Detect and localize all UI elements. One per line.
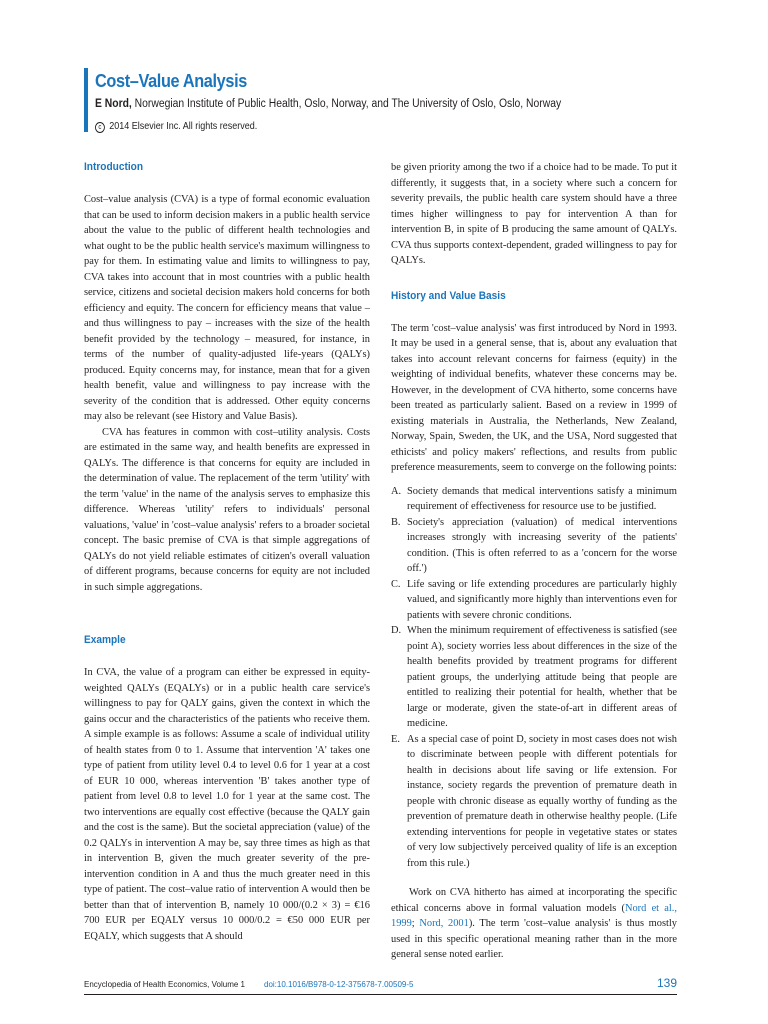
copyright-line: [95, 121, 257, 133]
footer-rule: [84, 994, 677, 995]
list-item-marker: D.: [391, 625, 402, 636]
section-heading-example: Example: [84, 634, 126, 646]
reference-separator: ;: [411, 918, 420, 929]
list-item-text: Life saving or life extending procedures are particularly highly valued, and significantly more highly than interventions even for patients with severe chronic conditions.: [407, 578, 677, 621]
author-name: E Nord,: [95, 98, 132, 110]
copyright-icon: c: [95, 122, 105, 133]
list-item-text: Society demands that medical interventions satisfy a minimum requirement of effectiveness for resource use to be justified.: [407, 485, 677, 512]
list-item-marker: B.: [391, 516, 401, 528]
list-item: [391, 515, 677, 577]
history-closing-paragraph: [391, 885, 677, 963]
section-heading-introduction: Introduction: [84, 161, 144, 173]
reference-link-nord-2001[interactable]: Nord, 2001: [419, 918, 469, 929]
intro-paragraph-2: CVA has features in common with cost–utility analysis. Costs are estimated in the same way, and health benefits are expressed in QALYs. The difference is that concerns for equity are included in the determination of value. The replacement of the term 'utility' with the term 'value' in the name of the analysis serves to emphasize this difference. Whereas 'utility' refers to individuals' personal valuations, 'value' in 'cost–value analysis' refers to a broader societal concept. The basic premise of CVA is that simple aggregations of QALYs do not yield reliable estimates of citizen's overall valuation of different programs, because concerns for equity are not included in such simple aggregations.: [84, 426, 370, 593]
author-affiliation: Norwegian Institute of Public Health, Oslo, Norway, and The University of Oslo, Oslo, Norway: [131, 98, 562, 110]
list-item-text: As a special case of point D, society in most cases does not wish to discriminate between people with different potentials for health in decisions about life saving or life extension. For instance, society regards the prevention of premature death in people with chronic disease as equally worthy of funding as the prevention of premature death in otherwise healthy people. (Life extending interventions for people in vegetative states or states of very low subjectively perceived quality of life is an exception from this rule.): [407, 733, 677, 869]
list-item: [391, 484, 677, 515]
example-paragraph-1: In CVA, the value of a program can either be expressed in equity-weighted QALYs (EQALYs) or in a public health care service's willingness to pay for QALY gains, given the context in which the gains occur and the characteristics of the patients who receive them. A simple example is as follows: Assume a scale of individual utility of health states from 0 to 1. Assume that intervention 'A' takes one type of patient from utility level 0.4 to level 0.6 for 1 year at a cost of EUR 10 000, whereas intervention 'B' takes another type of patient from level 0.8 to level 1.0 for 1 year at the same cost. The two interventions are equally cost effective (because the QALY gain and the cost is the same). But the societal appreciation (value) of the 0.2 QALYs in intervention A may be, say three times as high as that in intervention B, given the much greater severity of the pre-intervention condition in A and thus the much greater need in this type of patient. The cost–value ratio of intervention A would then be better than that of intervention B, namely 10 000/(0.2 × 3) = €16 700 EUR per EQALY versus 10 000/0.2 = €50 000 EUR per EQALY, which suggests that A should: [84, 667, 370, 942]
history-paragraph-1: The term 'cost–value analysis' was first introduced by Nord in 1993. It may be used in a general sense, that is, about any evaluation that takes into account relevant concerns for fairness (equity) in the weighting of individual benefits, whatever these concerns may be. However, in the development of CVA hitherto, some concerns have been treated as particularly salient. Based on a review in 1999 of existing materials in Australia, the Netherlands, New Zealand, Norway, Spain, Sweden, the UK, and the USA, Nord suggested that ethicists' and policy makers' reflections, and results from public preference measurements, seem to converge on the following points:: [391, 322, 677, 473]
header-accent-bar: [84, 68, 88, 132]
example-paragraph-continued: be given priority among the two if a choice had to be made. To put it differently, it suggests that, in a society where such a concern for severity prevails, the public health care system should have a three times higher willingness to pay for intervention A than for intervention B, in spite of B producing the same amount of QALYs. CVA thus supports context-dependent, graded willingness to pay for QALYs.: [391, 162, 677, 266]
section-heading-history: History and Value Basis: [391, 289, 506, 302]
list-item-marker: E.: [391, 733, 400, 745]
list-item-marker: C.: [391, 578, 401, 590]
value-points-list: [391, 484, 677, 872]
closing-text-a: Work on CVA hitherto has aimed at incorporating the specific ethical concerns above in formal valuation models (: [391, 887, 677, 914]
article-title: Cost–Value Analysis: [95, 70, 247, 91]
footer-doi-link[interactable]: doi:10.1016/B978-0-12-375678-7.00509-5: [264, 980, 414, 989]
intro-paragraph-1: Cost–value analysis (CVA) is a type of formal economic evaluation that can be used to inform decision makers in a public health service about the value to the public of different health technologies and what ought to be the public health service's maximum willingness to pay for them. In estimating value and limits to willingness to pay, CVA takes into account that in most countries with a public health service, citizens and societal decision makers hold concerns for both efficiency and equity. The concern for efficiency means that value – and thus willingness to pay – increases with the size of the health benefit provided by the technology – measured, for instance, in terms of the number of quality-adjusted life-years (QALYs) produced. Equity concerns may, for instance, mean that for a given health benefit, value and willingness to pay increase with the severity of the condition that is addressed. Other equity concerns may also be relevant (see History and Value Basis).: [84, 194, 370, 422]
list-item-marker: A.: [391, 485, 402, 497]
reference-link-nord-1999[interactable]: Nord et al., 1999: [391, 902, 677, 929]
author-line: [95, 98, 561, 110]
left-column: [84, 160, 370, 944]
closing-text-b: ). The term 'cost–value analysis' is thus mostly used in this specific operational meaning rather than in the more general sense noted earlier.: [391, 918, 677, 960]
page-number: 139: [656, 976, 677, 990]
list-item-text: When the minimum requirement of effectiveness is satisfied (see point A), society worries less about differences in the size of the health benefits provided by treatment programs for different patient groups, the underlying attitude being that people are entitled to realizing their potential for health, whether that be large or moderate, given the state-of-art in different areas of medicine.: [407, 625, 677, 729]
list-item: [391, 577, 677, 624]
list-item-text: Society's appreciation (valuation) of medical interventions increases strongly with increasing severity of the patients' condition. (This is often referred to as a 'concern for the worse off.'): [407, 516, 677, 574]
list-item: [391, 623, 677, 732]
right-column: [391, 160, 677, 963]
footer-journal: Encyclopedia of Health Economics, Volume 1: [84, 980, 245, 989]
copyright-text: 2014 Elsevier Inc. All rights reserved.: [106, 121, 258, 132]
list-item: [391, 732, 677, 872]
page-footer: [84, 976, 677, 992]
